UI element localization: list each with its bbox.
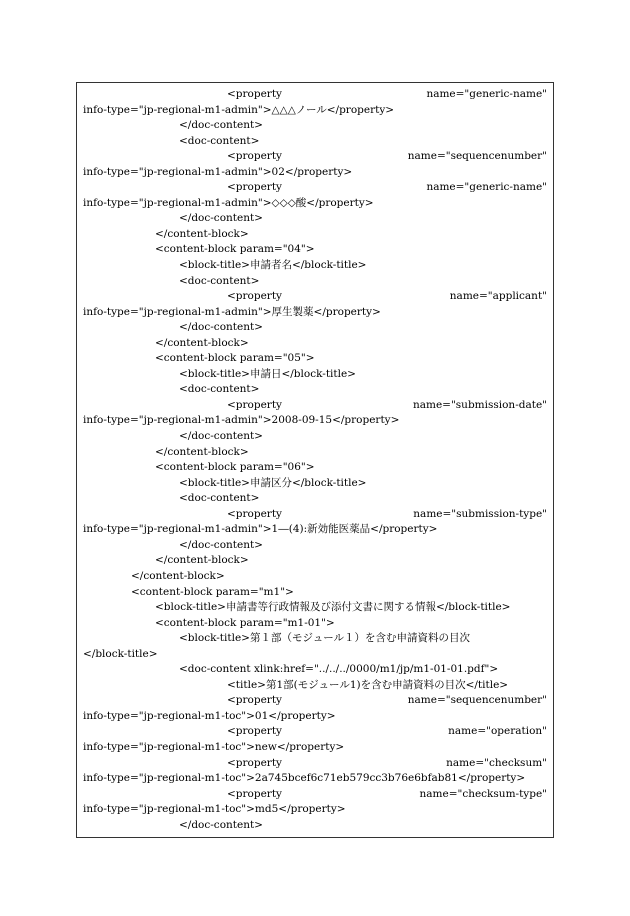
code-line-text: <block-title>第１部（モジュール１）を含む申請資料の目次 (179, 632, 471, 645)
code-line (83, 398, 547, 414)
code-line (83, 367, 547, 383)
code-line (83, 320, 547, 336)
code-line (83, 336, 547, 352)
code-line-text: <property (227, 694, 282, 707)
code-line (83, 460, 547, 476)
code-line (83, 211, 547, 227)
code-line (83, 802, 547, 818)
code-line (83, 445, 547, 461)
code-line-text: <block-title>申請日</block-title> (179, 367, 356, 380)
code-line-text: <content-block param="04"> (155, 243, 315, 256)
code-line-text: </block-title> (83, 647, 158, 660)
code-line-text: <content-block param="m1"> (131, 585, 294, 598)
code-line-text: <property (227, 725, 282, 738)
code-line (83, 118, 547, 134)
code-line (83, 693, 547, 709)
code-line-text: info-type="jp-regional-m1-admin">2008-09-15</property> (83, 414, 400, 427)
code-line-text: <doc-content> (179, 274, 260, 287)
code-line-attribute: name="submission-date" (412, 398, 547, 411)
code-line (83, 522, 547, 538)
code-line (83, 740, 547, 756)
code-line-attribute: name="generic-name" (426, 88, 547, 100)
code-line-attribute: name="generic-name" (426, 181, 547, 194)
code-line-text: info-type="jp-regional-m1-toc">01</property> (83, 709, 336, 722)
code-line-text: <doc-content> (179, 134, 260, 147)
code-line-text: info-type="jp-regional-m1-toc">md5</property> (83, 803, 346, 816)
code-line (83, 134, 547, 150)
code-line-attribute: name="sequencenumber" (407, 694, 547, 707)
code-line (83, 771, 547, 787)
code-line (83, 87, 547, 103)
code-line (83, 631, 547, 647)
code-line-text: info-type="jp-regional-m1-toc">2a745bcef6c71eb579cc3b76e6bfab81</property> (83, 772, 526, 785)
code-line (83, 600, 547, 616)
code-line (83, 305, 547, 321)
code-line-text: </doc-content> (179, 430, 263, 443)
code-line (83, 709, 547, 725)
code-line-text: <property (227, 756, 282, 769)
code-line (83, 724, 547, 740)
code-line (83, 196, 547, 212)
code-line-text: <content-block param="06"> (155, 461, 315, 474)
xml-listing-frame (76, 82, 554, 838)
code-line (83, 274, 547, 290)
code-line-text: <doc-content> (179, 383, 260, 396)
code-line-text: info-type="jp-regional-m1-toc">new</property> (83, 740, 345, 753)
code-line (83, 165, 547, 181)
code-line (83, 756, 547, 772)
code-line-text: <block-title>申請区分</block-title> (179, 476, 367, 489)
code-line (83, 553, 547, 569)
code-line-text: <property (227, 150, 282, 163)
code-line-text: </content-block> (131, 569, 225, 582)
code-line-text: </doc-content> (179, 321, 263, 334)
code-line-text: <doc-content> (179, 492, 260, 505)
code-line (83, 382, 547, 398)
code-line (83, 429, 547, 445)
code-line-text: info-type="jp-regional-m1-admin">1―(4):新効能医薬品</property> (83, 523, 438, 536)
code-line (83, 103, 547, 119)
code-line (83, 491, 547, 507)
code-line (83, 647, 547, 663)
code-line-text: <content-block param="05"> (155, 352, 315, 365)
code-line-text: </doc-content> (179, 818, 263, 831)
code-line (83, 507, 547, 523)
code-line-text: <property (227, 181, 282, 194)
code-line (83, 242, 547, 258)
code-line (83, 538, 547, 554)
code-line (83, 413, 547, 429)
code-line-attribute: name="checksum-type" (419, 787, 547, 800)
code-line-text: info-type="jp-regional-m1-admin">厚生製薬</property> (83, 305, 381, 318)
code-line-text: </content-block> (155, 554, 249, 567)
code-line-text: info-type="jp-regional-m1-admin">△△△ノール</property> (83, 103, 395, 116)
code-line-text: <property (227, 290, 282, 303)
code-line (83, 678, 547, 694)
code-line-text: info-type="jp-regional-m1-admin">02</property> (83, 165, 353, 178)
code-line-text: <doc-content xlink:href="../../../0000/m1/jp/m1-01-01.pdf"> (179, 663, 499, 676)
code-line-text: <content-block param="m1-01"> (155, 616, 335, 629)
code-line-text: info-type="jp-regional-m1-admin">◇◇◇酸</property> (83, 196, 374, 209)
code-line-text: <block-title>申請者名</block-title> (179, 259, 367, 272)
code-line (83, 149, 547, 165)
code-line-attribute: name="checksum" (446, 756, 547, 769)
code-line (83, 476, 547, 492)
code-line-text: <property (227, 398, 282, 411)
code-line-attribute: name="submission-type" (413, 507, 547, 520)
code-line (83, 180, 547, 196)
code-line (83, 585, 547, 601)
code-line (83, 787, 547, 803)
code-line-text: <block-title>申請書等行政情報及び添付文書に関する情報</block-title> (155, 601, 511, 614)
code-line (83, 662, 547, 678)
code-line-text: </doc-content> (179, 119, 263, 132)
code-line-text: </content-block> (155, 445, 249, 458)
code-line-text: <property (227, 507, 282, 520)
code-line (83, 258, 547, 274)
code-line-text: <title>第1部(モジュール1)を含む申請資料の目次</title> (227, 678, 509, 691)
code-line-text: </doc-content> (179, 212, 263, 225)
code-line-attribute: name="applicant" (449, 290, 547, 303)
code-line-text: </content-block> (155, 336, 249, 349)
code-line-text: <property (227, 88, 282, 100)
code-line (83, 289, 547, 305)
code-line-attribute: name="sequencenumber" (407, 150, 547, 163)
code-line (83, 818, 547, 834)
code-line-text: <property (227, 787, 282, 800)
code-line (83, 569, 547, 585)
code-line (83, 616, 547, 632)
code-line-text: </content-block> (155, 227, 249, 240)
code-line (83, 351, 547, 367)
code-line-text: </doc-content> (179, 538, 263, 551)
code-line (83, 227, 547, 243)
xml-code-listing (83, 87, 547, 833)
code-line-attribute: name="operation" (448, 725, 547, 738)
